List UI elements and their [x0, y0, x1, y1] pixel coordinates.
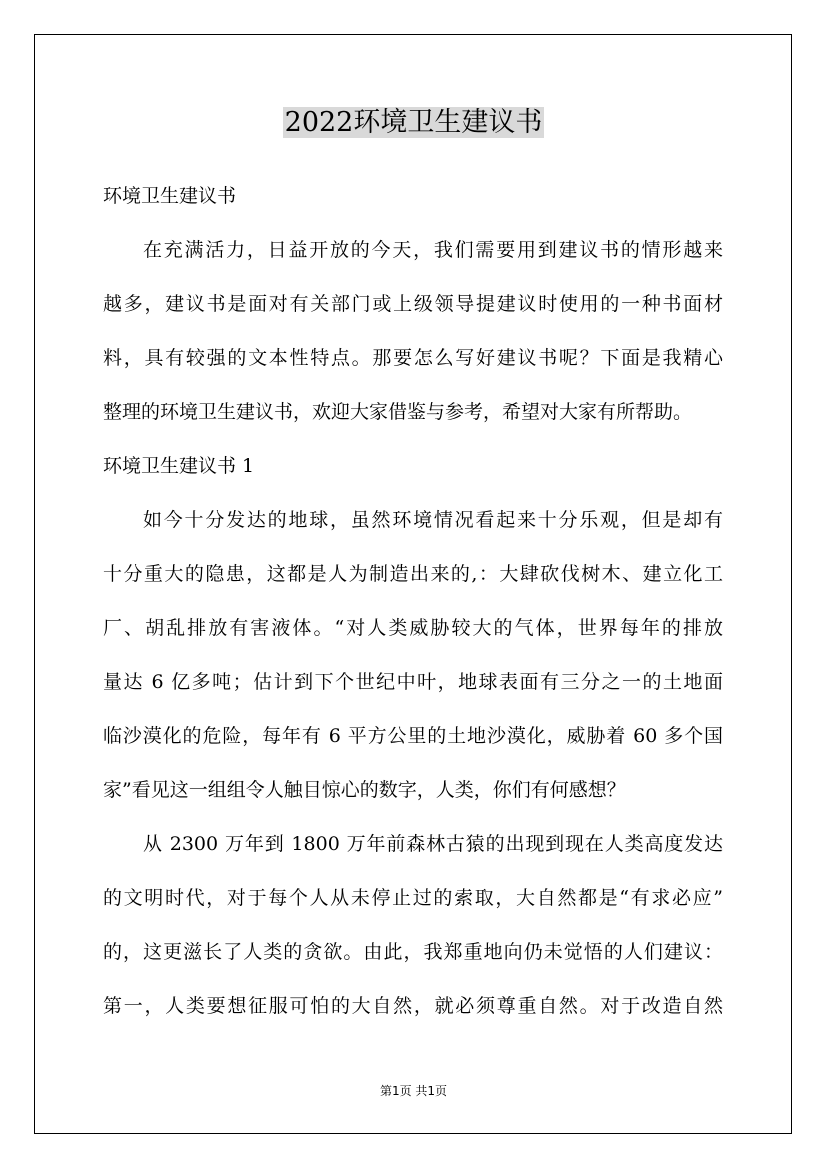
document-body — [103, 169, 723, 1033]
paragraph-line: 如今十分发达的地球，虽然环境情况看起来十分乐观，但是却有 — [143, 509, 723, 531]
section-heading: 环境卫生建议书 1 — [103, 455, 255, 477]
paragraph-line: 临沙漠化的危险，每年有 6 平方公里的土地沙漠化，威胁着 60 多个国 — [103, 725, 723, 747]
paragraph-line: 料，具有较强的文本性特点。那要怎么写好建议书呢？下面是我精心 — [103, 347, 723, 369]
paragraph-line: 的文明时代，对于每个人从未停止过的索取，大自然都是“有求必应” — [103, 887, 723, 909]
paragraph-line: 在充满活力，日益开放的今天，我们需要用到建议书的情形越来 — [143, 239, 723, 261]
section-heading: 环境卫生建议书 — [103, 185, 237, 207]
paragraph-line: 十分重大的隐患，这都是人为制造出来的,：大肆砍伐树木、建立化工 — [103, 563, 723, 585]
paragraph-line: 从 2300 万年到 1800 万年前森林古猿的出现到现在人类高度发达 — [143, 833, 723, 855]
paragraph-line: 量达 6 亿多吨；估计到下个世纪中叶，地球表面有三分之一的土地面 — [103, 671, 723, 693]
page-number-footer: 第1页 共1页 — [379, 1084, 448, 1098]
paragraph-line: 的，这更滋长了人类的贪欲。由此，我郑重地向仍未觉悟的人们建议： — [103, 941, 723, 963]
paragraph-line: 厂、胡乱排放有害液体。“对人类威胁较大的气体，世界每年的排放 — [103, 617, 723, 639]
paragraph-line: 整理的环境卫生建议书，欢迎大家借鉴与参考，希望对大家有所帮助。 — [103, 401, 693, 423]
paragraph-line: 家”看见这一组组令人触目惊心的数字，人类，你们有何感想？ — [103, 779, 626, 801]
document-title — [0, 104, 827, 142]
document-title-text: 2022环境卫生建议书 — [284, 107, 543, 138]
paragraph-line: 第一，人类要想征服可怕的大自然，就必须尊重自然。对于改造自然 — [103, 995, 723, 1017]
paragraph-line: 越多，建议书是面对有关部门或上级领导提建议时使用的一种书面材 — [103, 293, 723, 315]
